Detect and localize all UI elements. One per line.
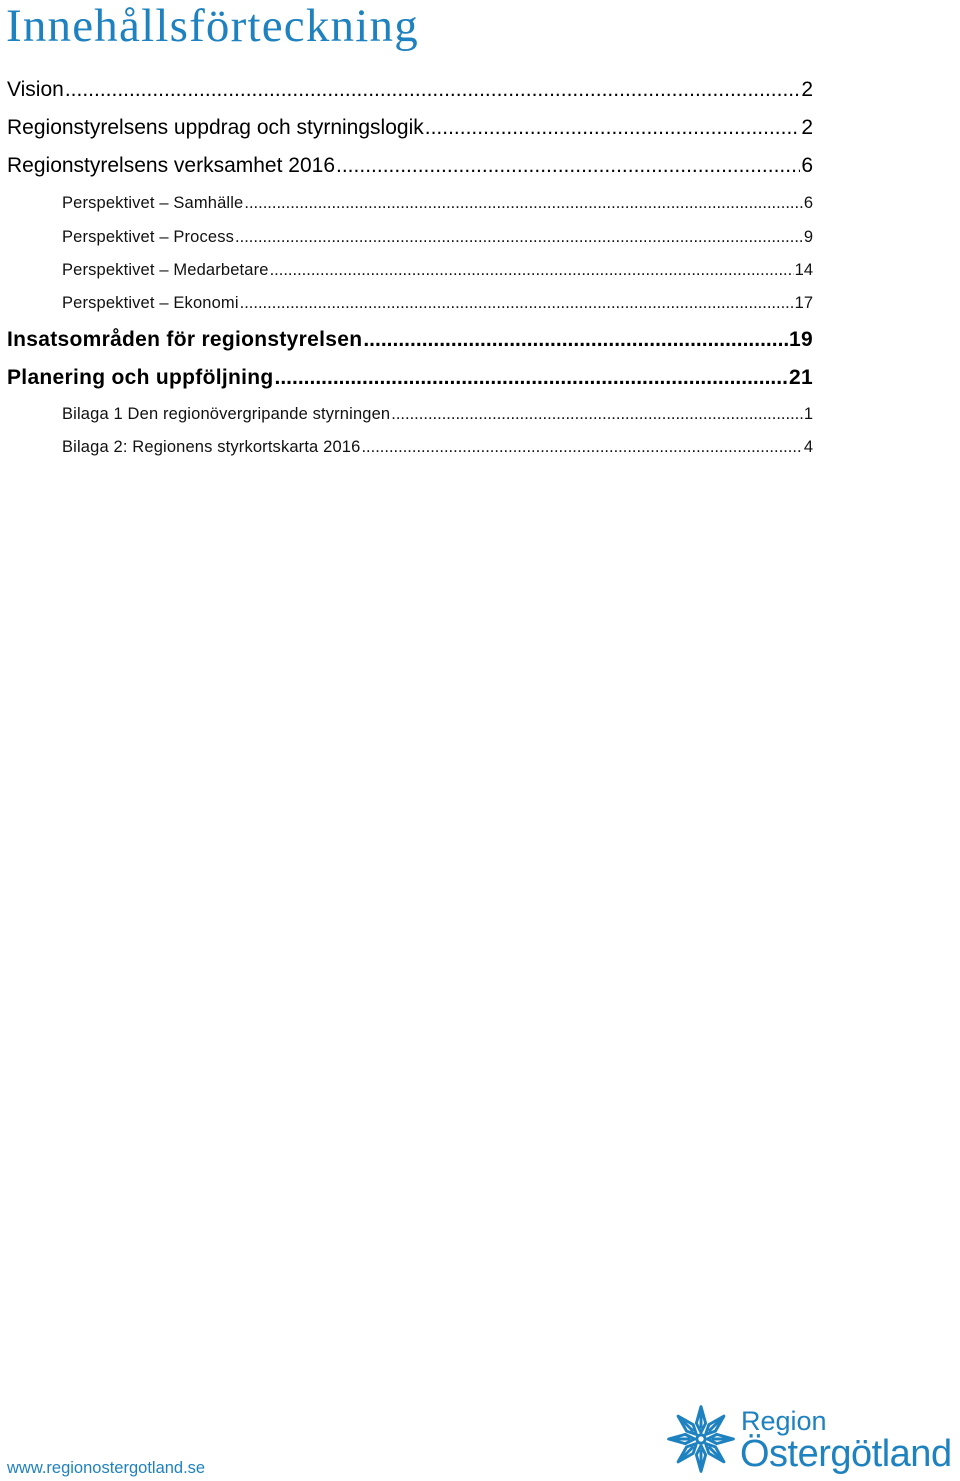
toc-entry-samhalle[interactable] xyxy=(62,193,813,213)
toc-entry-process[interactable] xyxy=(62,227,813,247)
toc-entry-uppdrag[interactable] xyxy=(7,116,813,140)
toc-dot-leader xyxy=(361,437,802,457)
toc-dot-leader xyxy=(336,154,800,178)
toc-entry-label: Bilaga 2: Regionens styrkortskarta 2016 xyxy=(62,438,361,456)
region-star-logo-icon xyxy=(664,1402,738,1476)
toc-entry-label: Perspektivet – Samhälle xyxy=(62,194,244,212)
toc-entry-insatsomraden[interactable] xyxy=(7,328,813,352)
toc-entry-page: 17 xyxy=(794,294,813,312)
toc-entry-label: Vision xyxy=(7,78,64,101)
toc-entry-vision[interactable] xyxy=(7,78,813,102)
toc-entry-verksamhet[interactable] xyxy=(7,154,813,178)
footer-website-link[interactable]: www.regionostergotland.se xyxy=(7,1459,206,1477)
toc-entry-label: Insatsområden för regionstyrelsen xyxy=(7,328,363,351)
toc-entry-label: Bilaga 1 Den regionövergripande styrningen xyxy=(62,405,391,423)
page-title: Innehållsförteckning xyxy=(6,0,419,52)
toc-entry-label: Perspektivet – Ekonomi xyxy=(62,294,239,312)
toc-entry-page: 4 xyxy=(803,438,813,456)
toc-entry-page: 6 xyxy=(803,194,813,212)
region-ostergotland-logo xyxy=(664,1402,956,1480)
toc-entry-label: Regionstyrelsens uppdrag och styrningslogik xyxy=(7,116,424,139)
toc-entry-label: Perspektivet – Medarbetare xyxy=(62,261,269,279)
toc-entry-medarbetare[interactable] xyxy=(62,260,813,280)
toc-entry-page: 19 xyxy=(789,328,813,351)
toc-entry-page: 1 xyxy=(803,405,813,423)
toc-dot-leader xyxy=(425,116,801,140)
toc-entry-page: 2 xyxy=(801,116,813,139)
toc-entry-label: Regionstyrelsens verksamhet 2016 xyxy=(7,154,336,177)
toc-dot-leader xyxy=(274,366,788,390)
toc-entry-label: Perspektivet – Process xyxy=(62,228,235,246)
toc-entry-page: 21 xyxy=(789,366,813,389)
toc-entry-page: 14 xyxy=(794,261,813,279)
toc-entry-planering[interactable] xyxy=(7,366,813,390)
toc-entry-ekonomi[interactable] xyxy=(62,293,813,313)
toc-entry-page: 6 xyxy=(801,154,813,177)
toc-entry-page: 2 xyxy=(801,78,813,101)
toc-dot-leader xyxy=(65,78,800,102)
toc-dot-leader xyxy=(235,227,803,247)
toc-dot-leader xyxy=(363,328,788,352)
toc-dot-leader xyxy=(240,293,794,313)
toc-entry-bilaga-2[interactable] xyxy=(62,437,813,457)
toc-entry-bilaga-1[interactable] xyxy=(62,404,813,424)
logo-text-ostergotland: Östergötland xyxy=(740,1433,952,1475)
toc-entry-page: 9 xyxy=(803,228,813,246)
logo-text-region: Region xyxy=(741,1406,827,1436)
toc-dot-leader xyxy=(244,193,802,213)
toc-dot-leader xyxy=(270,260,794,280)
toc-dot-leader xyxy=(391,404,803,424)
toc-entry-label: Planering och uppföljning xyxy=(7,366,274,389)
